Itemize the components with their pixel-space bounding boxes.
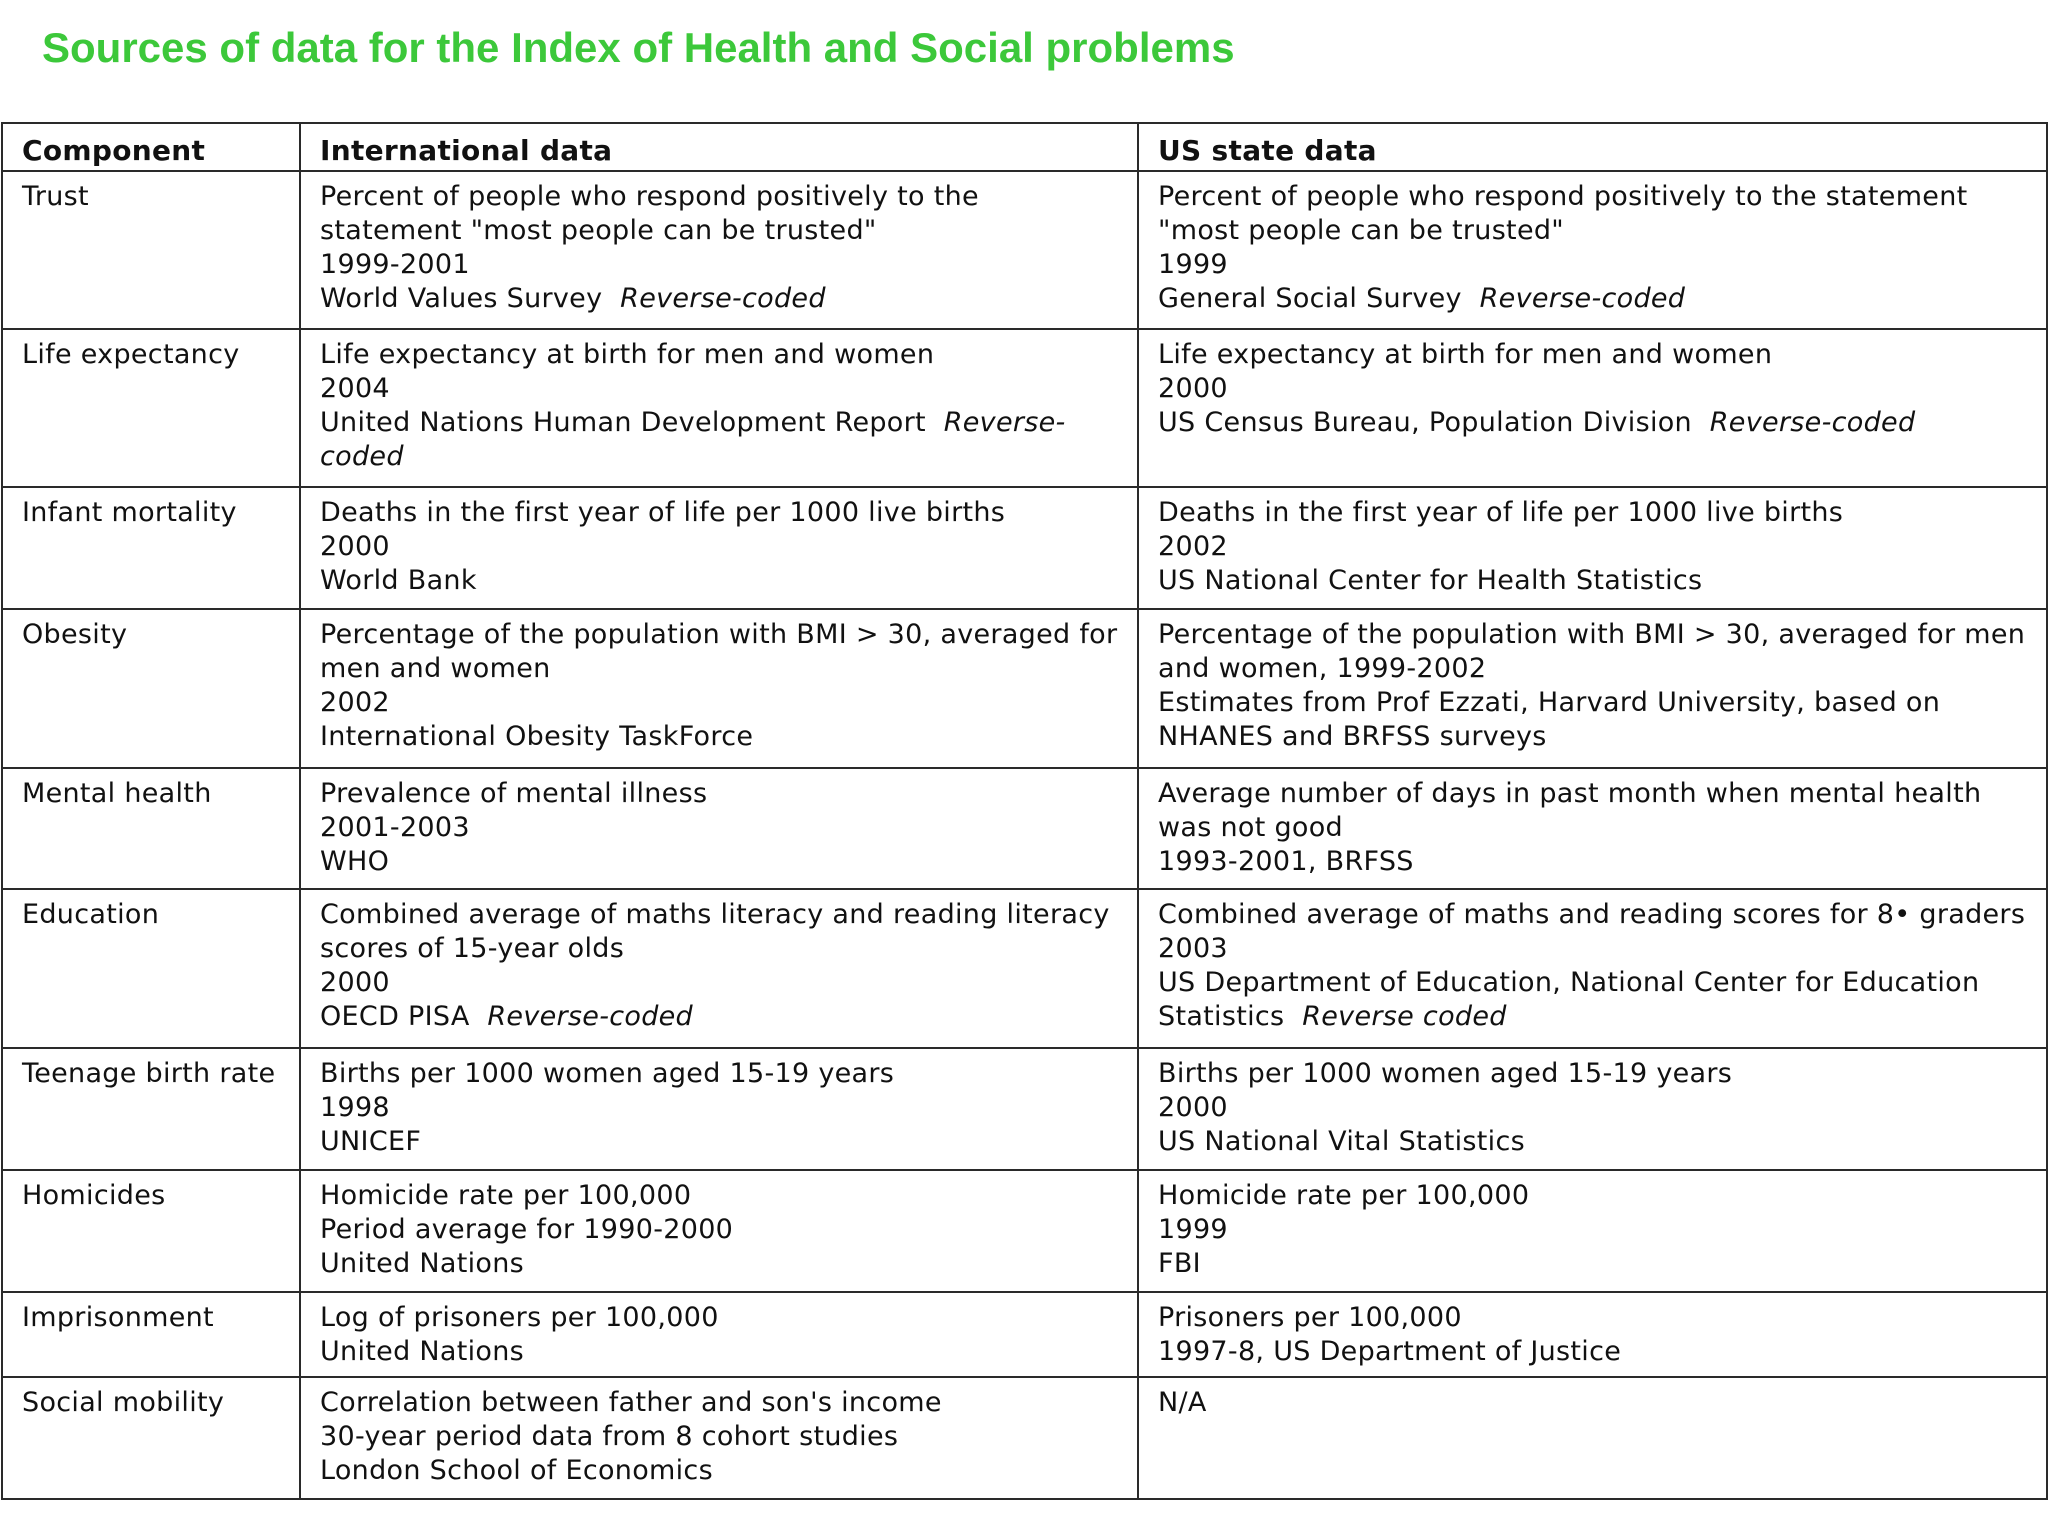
cell-line — [1158, 406, 2028, 440]
cell-line — [320, 496, 1119, 530]
cell-line — [320, 1179, 1119, 1213]
table-row — [2, 1170, 2047, 1292]
cell-text: Percent of people who respond positively to the statement "most people can be trusted" — [320, 181, 979, 246]
cell-text: Deaths in the first year of life per 1000 live births — [1158, 497, 1844, 529]
cell-line — [1158, 1335, 2028, 1369]
cell-text: 1999 — [1158, 1213, 1228, 1245]
table-row — [2, 487, 2047, 609]
cell-line — [320, 372, 1119, 406]
cell-line — [320, 1000, 1119, 1034]
cell-text: Estimates from Prof Ezzati, Harvard University, based on NHANES and BRFSS surveys — [1158, 687, 1941, 753]
international-data-cell — [300, 609, 1138, 767]
us-state-data-cell — [1138, 329, 2047, 487]
cell-text: 2000 — [320, 967, 390, 999]
cell-text: Log of prisoners per 100,000 — [320, 1301, 719, 1333]
cell-text: US Census Bureau, Population Division — [1158, 407, 1692, 439]
page-title: Sources of data for the Index of Health and Social problems — [42, 24, 1235, 71]
cell-line — [1158, 338, 2028, 372]
cell-line — [1158, 1057, 2028, 1091]
cell-line — [1158, 1125, 2028, 1159]
cell-text: Percentage of the population with BMI > 30, averaged for men and women — [320, 619, 1118, 685]
cell-text: Percentage of the population with BMI > 30, averaged for men and women, 1999-2002 — [1158, 619, 2026, 685]
cell-line — [320, 777, 1119, 811]
cell-text: 2004 — [320, 373, 390, 405]
reverse-coded-note: Reverse-coded — [1479, 283, 1686, 314]
cell-text: Prisoners per 100,000 — [1158, 1301, 1462, 1333]
component-cell: Social mobility — [2, 1377, 300, 1499]
cell-text: Prevalence of mental illness — [320, 777, 708, 809]
column-header-component: Component — [2, 123, 300, 171]
cell-line — [320, 338, 1119, 372]
cell-text: United Nations — [320, 1247, 525, 1279]
table-row — [2, 1048, 2047, 1170]
cell-text: 1999-2001 — [320, 249, 470, 280]
column-header-international: International data — [300, 123, 1138, 171]
cell-text: Percent of people who respond positively to the statement "most people can be trusted" — [1158, 181, 1968, 246]
cell-line — [320, 282, 1119, 316]
cell-line — [1158, 1247, 2028, 1281]
us-state-data-cell — [1138, 1377, 2047, 1499]
component-cell: Education — [2, 889, 300, 1047]
cell-text: 1993-2001, BRFSS — [1158, 845, 1414, 877]
cell-text: US National Vital Statistics — [1158, 1125, 1525, 1157]
component-cell: Homicides — [2, 1170, 300, 1292]
cell-text: Homicide rate per 100,000 — [1158, 1179, 1530, 1211]
cell-text: Life expectancy at birth for men and women — [1158, 339, 1773, 371]
cell-line — [1158, 180, 2028, 248]
cell-text: UNICEF — [320, 1125, 422, 1157]
cell-line — [320, 1091, 1119, 1125]
cell-text: Combined average of maths and reading scores for 8• graders — [1158, 899, 2026, 931]
us-state-data-cell — [1138, 1048, 2047, 1170]
cell-text: 1997-8, US Department of Justice — [1158, 1335, 1622, 1367]
cell-line — [1158, 372, 2028, 406]
cell-text: 2002 — [320, 687, 390, 719]
cell-line — [320, 1125, 1119, 1159]
cell-line — [320, 406, 1119, 474]
cell-line — [1158, 686, 2028, 754]
table-row — [2, 889, 2047, 1047]
us-state-data-cell — [1138, 768, 2047, 890]
cell-text: London School of Economics — [320, 1455, 713, 1487]
component-cell: Infant mortality — [2, 487, 300, 609]
cell-line — [1158, 932, 2028, 966]
cell-text: Births per 1000 women aged 15-19 years — [1158, 1057, 1733, 1089]
cell-line — [320, 180, 1119, 248]
cell-text: 2002 — [1158, 531, 1228, 563]
international-data-cell — [300, 487, 1138, 609]
cell-text: Period average for 1990-2000 — [320, 1213, 734, 1245]
column-header-us-state: US state data — [1138, 123, 2047, 171]
table-row — [2, 768, 2047, 890]
cell-line — [1158, 777, 2028, 845]
cell-line — [320, 1454, 1119, 1488]
component-cell: Life expectancy — [2, 329, 300, 487]
cell-line — [1158, 1301, 2028, 1335]
component-cell: Obesity — [2, 609, 300, 767]
table-row — [2, 1292, 2047, 1378]
cell-line — [320, 686, 1119, 720]
table-row — [2, 609, 2047, 767]
cell-line — [1158, 618, 2028, 686]
cell-line — [320, 1386, 1119, 1420]
cell-text: United Nations — [320, 1335, 525, 1367]
cell-text: Deaths in the first year of life per 1000 live births — [320, 497, 1006, 529]
table-row — [2, 1377, 2047, 1499]
table-row — [2, 329, 2047, 487]
us-state-data-cell — [1138, 171, 2047, 329]
reverse-coded-note: Reverse-coded — [1709, 407, 1916, 439]
reverse-coded-note: Reverse coded — [1302, 1001, 1507, 1033]
international-data-cell — [300, 1048, 1138, 1170]
cell-line — [320, 966, 1119, 1000]
cell-line — [1158, 898, 2028, 932]
cell-text: 2000 — [1158, 373, 1228, 405]
cell-text: 2001-2003 — [320, 811, 470, 843]
cell-line — [320, 1301, 1119, 1335]
cell-line — [320, 845, 1119, 879]
cell-text: Births per 1000 women aged 15-19 years — [320, 1057, 895, 1089]
cell-text: N/A — [1158, 1387, 1207, 1419]
cell-line — [320, 1420, 1119, 1454]
cell-line — [320, 618, 1119, 686]
cell-text: FBI — [1158, 1247, 1201, 1279]
table-body — [2, 171, 2047, 1499]
cell-line — [320, 898, 1119, 966]
table-header-row — [2, 123, 2047, 171]
cell-text: International Obesity TaskForce — [320, 721, 754, 753]
cell-text: Combined average of maths literacy and reading literacy scores of 15-year olds — [320, 899, 1110, 965]
international-data-cell — [300, 1292, 1138, 1378]
international-data-cell — [300, 889, 1138, 1047]
reverse-coded-note: Reverse-coded — [320, 407, 1066, 473]
cell-text: WHO — [320, 845, 390, 877]
cell-line — [1158, 496, 2028, 530]
cell-line — [1158, 966, 2028, 1034]
cell-line — [320, 1247, 1119, 1281]
cell-line — [1158, 1213, 2028, 1247]
cell-text: 30-year period data from 8 cohort studies — [320, 1421, 899, 1453]
cell-line — [1158, 1179, 2028, 1213]
us-state-data-cell — [1138, 1170, 2047, 1292]
us-state-data-cell — [1138, 889, 2047, 1047]
cell-line — [320, 1057, 1119, 1091]
cell-text: World Bank — [320, 565, 477, 597]
component-cell: Mental health — [2, 768, 300, 890]
us-state-data-cell — [1138, 1292, 2047, 1378]
cell-text: General Social Survey — [1158, 283, 1462, 314]
cell-line — [320, 1213, 1119, 1247]
us-state-data-cell — [1138, 487, 2047, 609]
cell-line — [1158, 1091, 2028, 1125]
cell-line — [320, 811, 1119, 845]
cell-text: Life expectancy at birth for men and women — [320, 339, 935, 371]
international-data-cell — [300, 768, 1138, 890]
cell-line — [1158, 845, 2028, 879]
reverse-coded-note: Reverse-coded — [620, 283, 826, 314]
cell-text: 2003 — [1158, 933, 1228, 965]
cell-line — [320, 1335, 1119, 1369]
cell-text: 2000 — [320, 531, 390, 563]
sources-table — [1, 122, 2048, 1500]
cell-line — [320, 720, 1119, 754]
cell-line — [1158, 1386, 2028, 1420]
cell-text: US Department of Education, National Center for Education Statistics — [1158, 967, 1980, 1033]
cell-text: Correlation between father and son's income — [320, 1387, 942, 1419]
table-row — [2, 171, 2047, 329]
cell-text: 1999 — [1158, 249, 1228, 280]
cell-line — [320, 248, 1119, 282]
us-state-data-cell — [1138, 609, 2047, 767]
international-data-cell — [300, 329, 1138, 487]
cell-line — [1158, 248, 2028, 282]
cell-line — [320, 530, 1119, 564]
international-data-cell — [300, 1170, 1138, 1292]
cell-text: World Values Survey — [320, 283, 603, 314]
international-data-cell — [300, 171, 1138, 329]
international-data-cell — [300, 1377, 1138, 1499]
cell-text: Homicide rate per 100,000 — [320, 1179, 692, 1211]
cell-text: 2000 — [1158, 1091, 1228, 1123]
component-cell: Teenage birth rate — [2, 1048, 300, 1170]
reverse-coded-note: Reverse-coded — [487, 1001, 693, 1033]
component-cell: Imprisonment — [2, 1292, 300, 1378]
cell-line — [320, 564, 1119, 598]
cell-text: OECD PISA — [320, 1001, 470, 1033]
cell-line — [1158, 564, 2028, 598]
cell-text: Average number of days in past month when mental health was not good — [1158, 777, 1982, 843]
cell-text: United Nations Human Development Report — [320, 407, 926, 439]
cell-text: 1998 — [320, 1091, 390, 1123]
component-cell: Trust — [2, 171, 300, 329]
cell-line — [1158, 282, 2028, 316]
cell-line — [1158, 530, 2028, 564]
cell-text: US National Center for Health Statistics — [1158, 565, 1703, 597]
